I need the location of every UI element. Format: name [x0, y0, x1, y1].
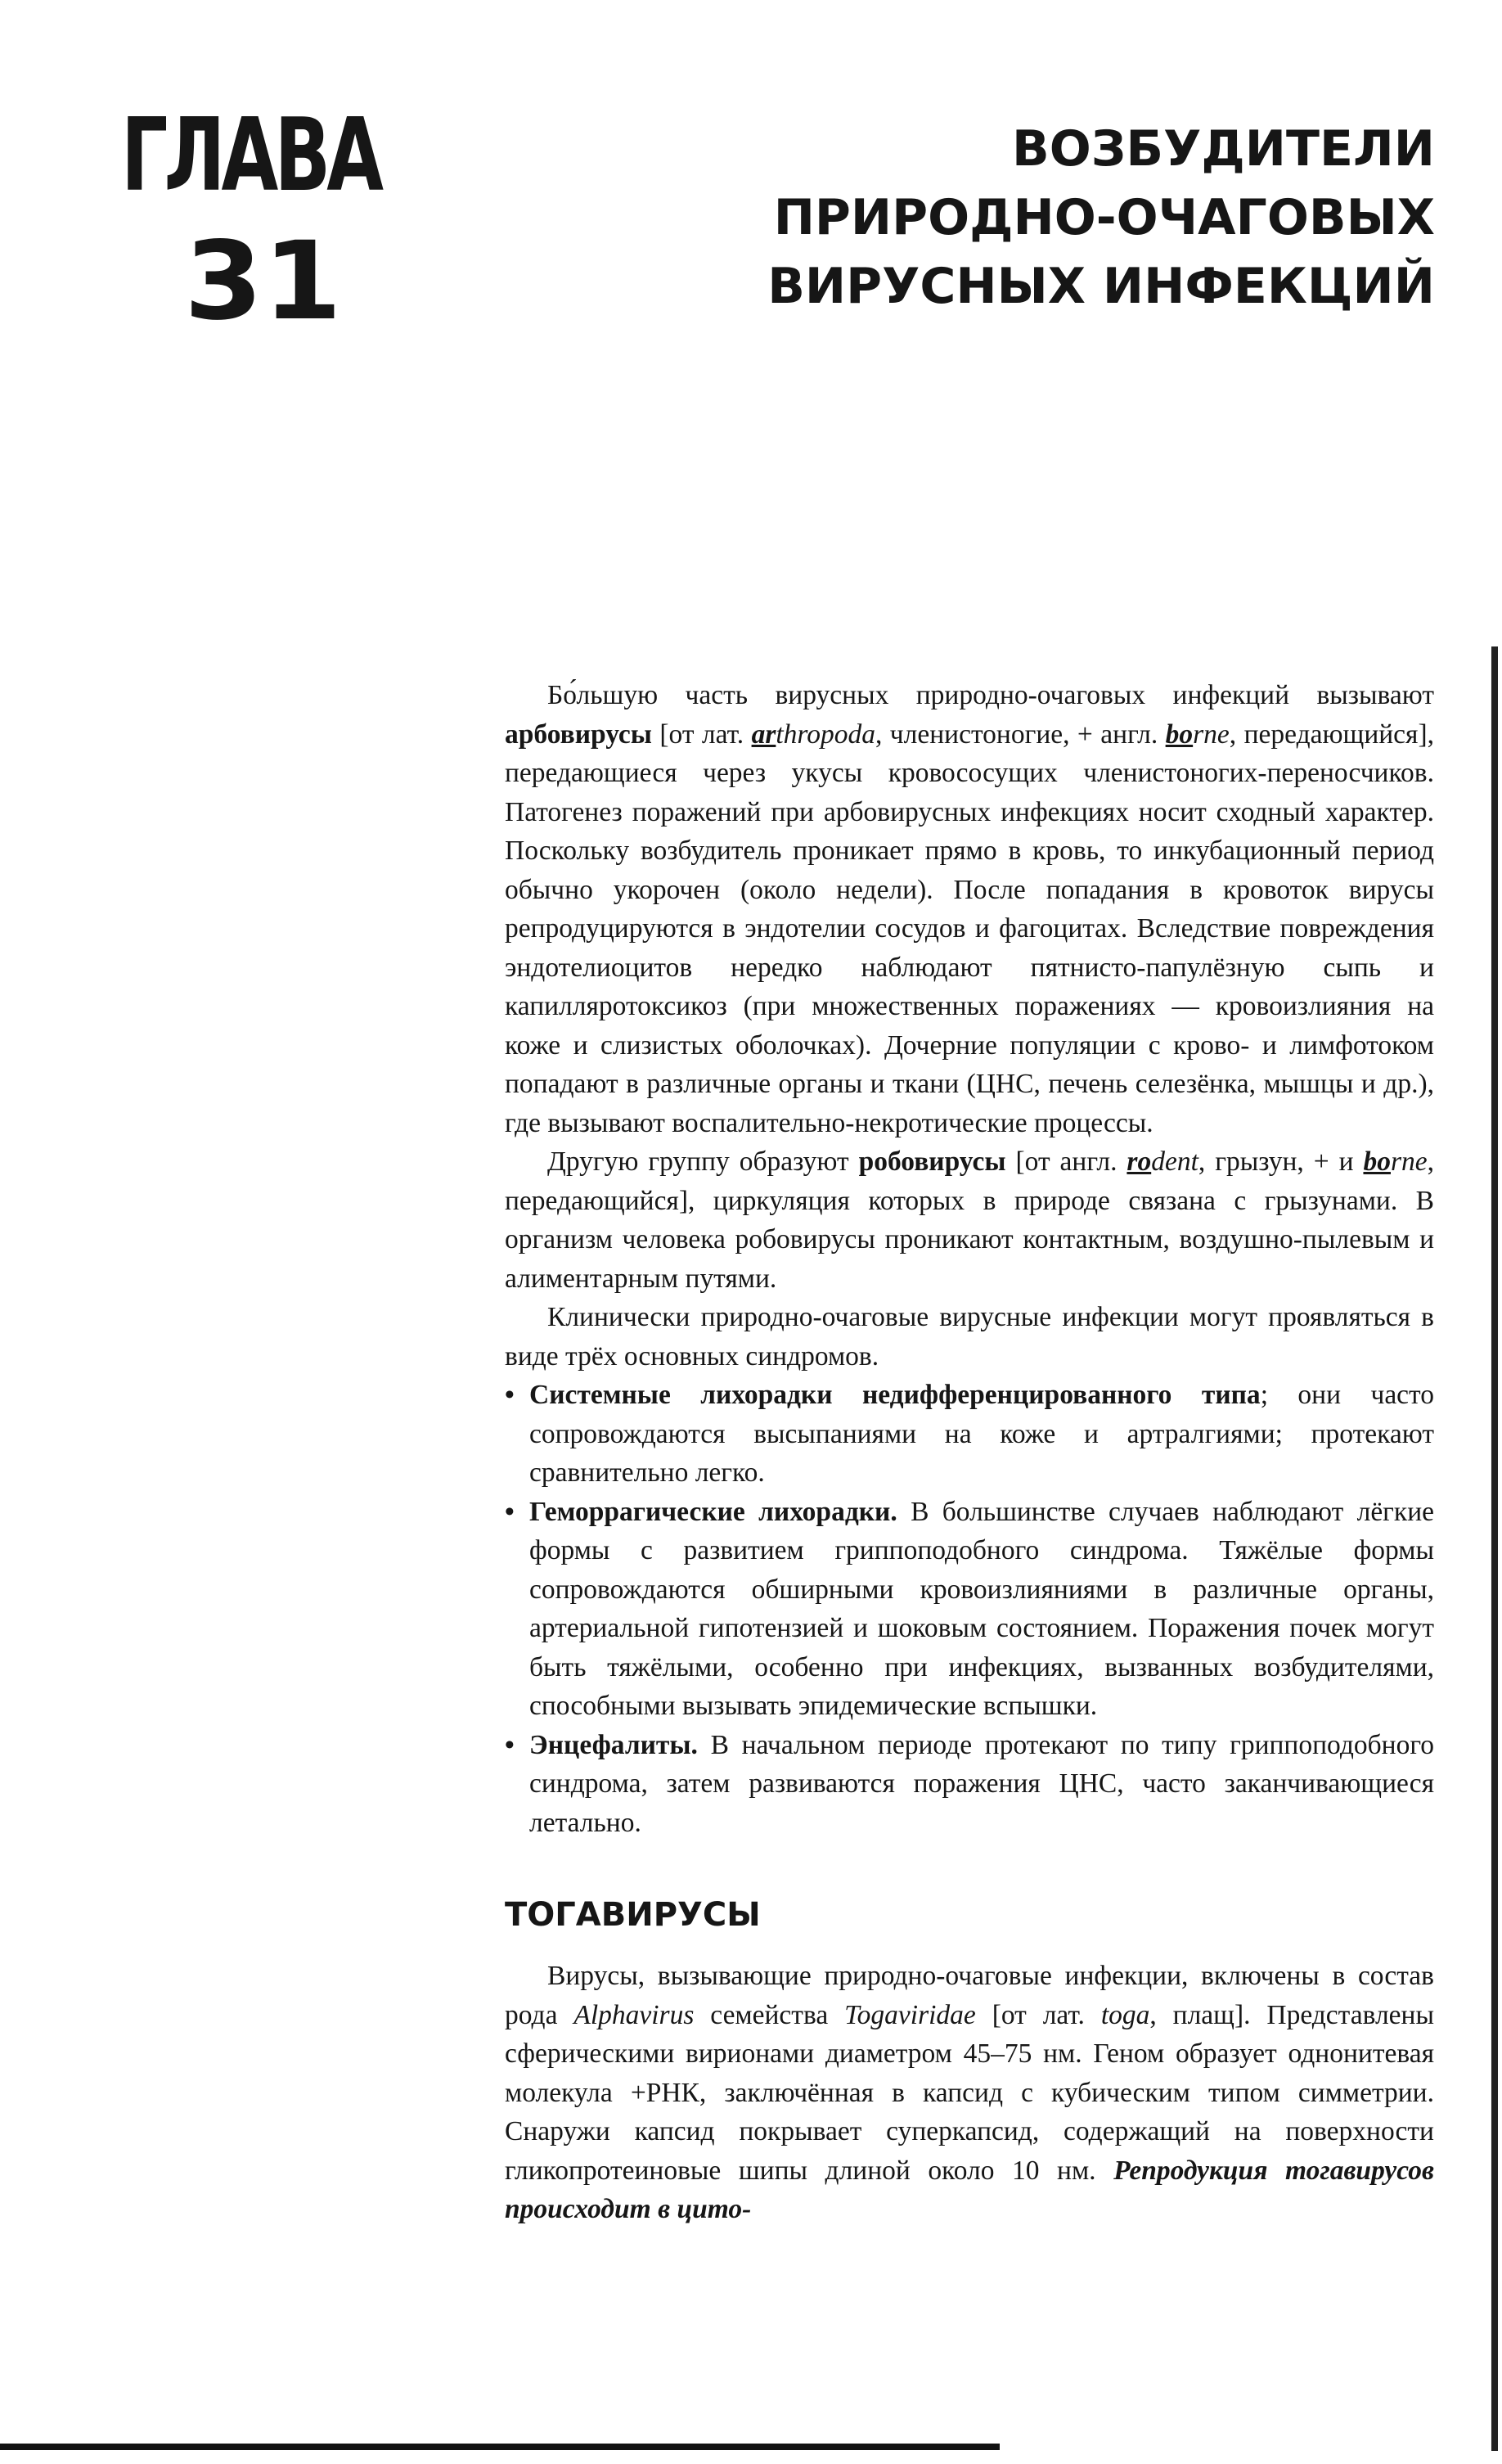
- etymology-borne: [1166, 719, 1230, 750]
- paragraph-arboviruses: [505, 676, 1434, 1142]
- text-run: [от лат.: [975, 1999, 1101, 2030]
- chapter-title: [617, 115, 1435, 321]
- syndrome-title: Геморрагические лихорадки.: [529, 1496, 897, 1527]
- paragraph-roboviruses: [505, 1142, 1434, 1298]
- chapter-number: 31: [184, 218, 342, 345]
- term-arboviruses: арбовирусы: [505, 718, 652, 750]
- text-run: Бо́льшую часть вирусных природно-очаговых инфекций вызывают: [547, 680, 1434, 710]
- list-item: [505, 1493, 1434, 1726]
- list-item: [505, 1376, 1434, 1493]
- section-heading-togaviruses: ТОГАВИРУСЫ: [505, 1896, 761, 1934]
- latin-word: toga: [1100, 1999, 1150, 2030]
- paragraph-togaviruses: [505, 1957, 1434, 2229]
- list-item: [505, 1726, 1434, 1843]
- etymology-borne: [1363, 1146, 1427, 1177]
- scan-edge-bottom: [0, 2444, 1000, 2450]
- text-run: Вирусы, вызывающие природно-очаговые инфекции, включены в состав рода: [505, 1961, 1434, 2030]
- syndrome-list: [505, 1376, 1434, 1842]
- syndrome-text: В большинстве случаев наблюдают лёгкие формы с развитием гриппоподобного синдрома. Тяжёлые формы сопровождаются обширными кровоизлияниями в различные органы, артериальной гипотензией и шоковым состоянием. Поражения почек могут быть тяжёлыми, особенно при инфекциях, вызванных возбудителями, способными вызывать эпидемические вспышки.: [529, 1496, 1434, 1721]
- chapter-title-line: ВОЗБУДИТЕЛИ: [1012, 120, 1435, 178]
- text-run: , передающийся], циркуляция которых в природе связана с грызунами. В организм человека робовирусы проникают контактным, воздушно-пылевым и алиментарным путями.: [505, 1146, 1434, 1294]
- syndrome-text: В начальном периоде протекают по типу гриппоподобного синдрома, затем развиваются поражения ЦНС, часто заканчивающиеся летально.: [529, 1729, 1434, 1838]
- chapter-title-line: ВИРУСНЫХ ИНФЕКЦИЙ: [767, 258, 1435, 315]
- genus-name: Alphavirus: [573, 1999, 695, 2030]
- text-run: , членистоногие, + англ.: [875, 718, 1166, 750]
- etymology-rest: thropoda: [776, 718, 875, 750]
- text-run: [от лат.: [651, 718, 752, 750]
- etymology-rest: dent: [1151, 1146, 1198, 1177]
- text-run: семейства: [694, 1999, 845, 2030]
- paragraph-syndromes-intro: Клинически природно-очаговые вирусные инфекции могут проявляться в виде трёх основных синдромов.: [505, 1302, 1434, 1372]
- syndrome-title: Системные лихорадки недифференцированного типа: [529, 1380, 1261, 1410]
- etymology-rest: rne: [1193, 718, 1230, 750]
- syndrome-title: Энцефалиты.: [529, 1729, 698, 1760]
- text-run: , плащ]. Представлены сферическими вирионами диаметром 45–75 нм. Геном образует однонитевая молекула +РНК, заключённая в капсид с кубическим типом симметрии. Снаружи капсид покрывает суперкапсид, содержащий на поверхности гликопротеиновые шипы длиной около 10 нм.: [505, 1999, 1434, 2186]
- etymology-root: bo: [1363, 1146, 1391, 1177]
- syndrome-text: ; они часто сопровождаются высыпаниями на коже и артралгиями; протекают сравнительно легко.: [529, 1380, 1435, 1488]
- etymology-root: bo: [1165, 718, 1194, 750]
- family-name: Togaviridae: [844, 1999, 976, 2030]
- text-run: Другую группу образуют: [547, 1146, 859, 1177]
- chapter-label: ГЛАВА: [121, 96, 380, 214]
- etymology-root: ro: [1126, 1146, 1152, 1177]
- text-run: , передающийся], передающиеся через укусы кровососущих членистоногих-переносчиков. Патогенез поражений при арбовирусных инфекциях носит сходный характер. Поскольку возбудитель проникает прямо в кровь, то инкубационный период обычно укорочен (около недели). После попадания в кровоток вирусы репродуцируются в эндотелии сосудов и фагоцитах. Вследствие повреждения эндотелиоцитов нередко наблюдают пятнисто-папулёзную сыпь и капилляротоксикоз (при множественных поражениях — кровоизлияния на коже и слизистых оболочках). Дочерние популяции с крово- и лимфотоком попадают в различные органы и ткани (ЦНС, печень селезёнка, мышцы и др.), где вызывают воспалительно-некротические процессы.: [505, 718, 1434, 1138]
- emphasis-text: Репродукция тогавирусов происходит в цито-: [505, 2155, 1434, 2224]
- term-roboviruses: робовирусы: [858, 1146, 1006, 1177]
- chapter-title-line: ПРИРОДНО-ОЧАГОВЫХ: [773, 189, 1435, 246]
- scan-edge-right: [1491, 646, 1498, 2451]
- etymology-rest: rne: [1390, 1146, 1428, 1177]
- body-text: [505, 676, 1434, 2229]
- etymology-rodent: [1126, 1146, 1198, 1177]
- text-run: , грызун, + и: [1198, 1146, 1364, 1177]
- etymology-root: ar: [751, 718, 776, 750]
- etymology-arthropoda: [752, 719, 875, 750]
- text-run: [от англ.: [1005, 1146, 1127, 1177]
